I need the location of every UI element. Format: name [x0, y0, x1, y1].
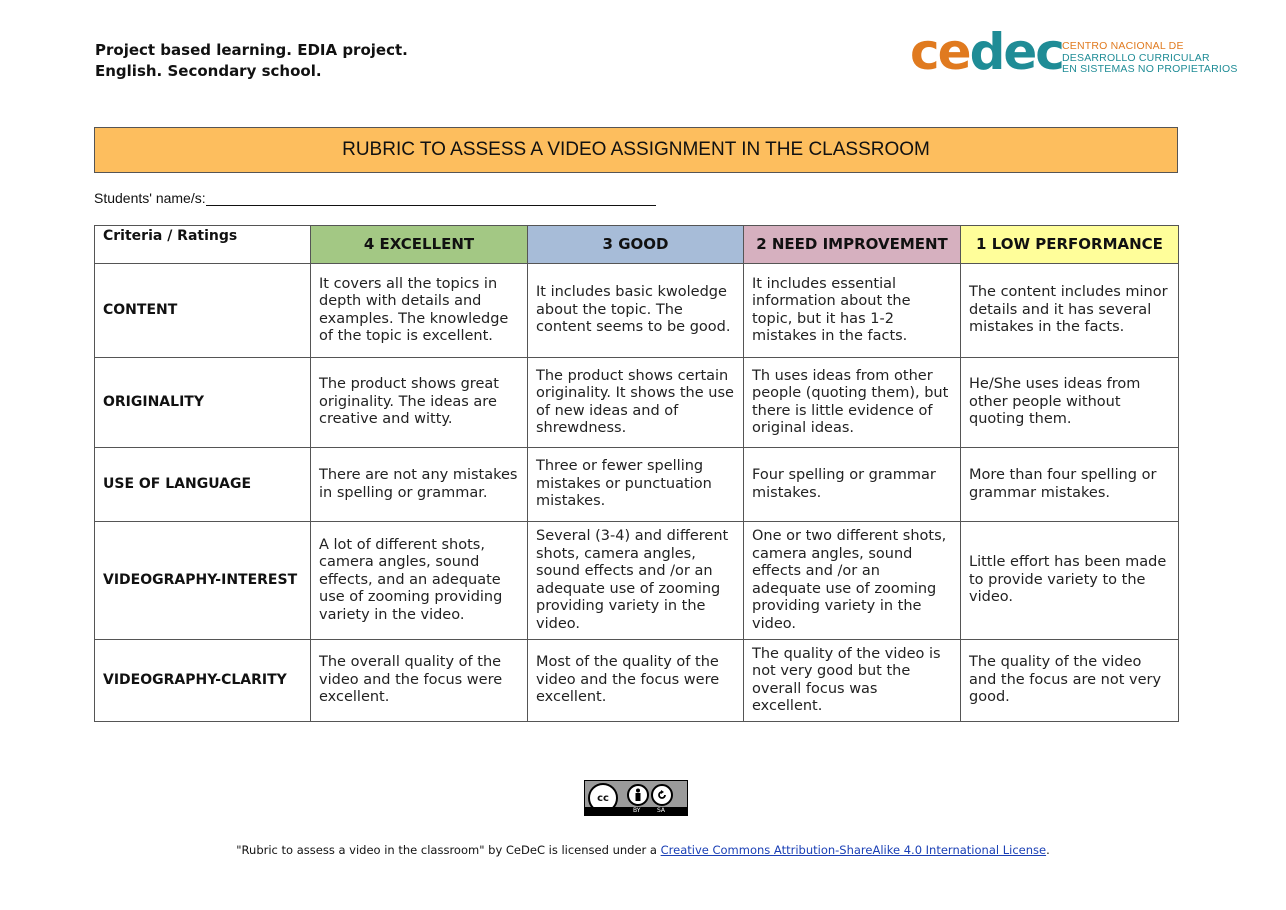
table-cell: Most of the quality of the video and the focus were excellent. [528, 640, 744, 722]
document-header [95, 40, 408, 82]
cc-icon: cc [588, 783, 618, 813]
criteria-ratings-header: Criteria / Ratings [95, 226, 311, 264]
rubric-table [94, 225, 1179, 722]
person-icon [632, 788, 644, 802]
table-cell: More than four spelling or grammar mistakes. [961, 448, 1179, 522]
criterion-use-of-language: USE OF LANGUAGE [95, 448, 311, 522]
students-name-line [206, 190, 656, 206]
table-row [95, 264, 1179, 358]
students-label: Students' name/s: [94, 190, 206, 206]
table-row [95, 522, 1179, 640]
header-line-2: English. Secondary school. [95, 62, 322, 80]
table-cell: The product shows certain originality. It shows the use of new ideas and of shrewdness. [528, 358, 744, 448]
license-footer [0, 843, 1286, 857]
rating-header-good: 3 GOOD [528, 226, 744, 264]
share-alike-icon [651, 784, 673, 806]
table-cell: The overall quality of the video and the focus were excellent. [311, 640, 528, 722]
table-cell: The quality of the video is not very good but the overall focus was excellent. [744, 640, 961, 722]
table-cell: The quality of the video and the focus are not very good. [961, 640, 1179, 722]
rubric-header-row [95, 226, 1179, 264]
table-row [95, 358, 1179, 448]
table-cell: It covers all the topics in depth with details and examples. The knowledge of the topic is excellent. [311, 264, 528, 358]
rating-header-low-performance: 1 LOW PERFORMANCE [961, 226, 1179, 264]
rating-header-need-improvement: 2 NEED IMPROVEMENT [744, 226, 961, 264]
badge-sa-label: SA [657, 807, 666, 814]
table-cell: The product shows great originality. The ideas are creative and witty. [311, 358, 528, 448]
cc-by-sa-badge[interactable] [584, 780, 688, 816]
table-cell: The content includes minor details and it has several mistakes in the facts. [961, 264, 1179, 358]
table-cell: Three or fewer spelling mistakes or punctuation mistakes. [528, 448, 744, 522]
students-name-field [94, 190, 656, 206]
logo-subtitle: CENTRO NACIONAL DE DESARROLLO CURRICULAR EN SISTEMAS NO PROPIETARIOS [1062, 40, 1238, 75]
rubric-title: RUBRIC TO ASSESS A VIDEO ASSIGNMENT IN THE CLASSROOM [94, 127, 1178, 173]
criterion-content: CONTENT [95, 264, 311, 358]
header-line-1: Project based learning. EDIA project. [95, 41, 408, 59]
table-cell: There are not any mistakes in spelling or grammar. [311, 448, 528, 522]
attribution-icon [627, 784, 649, 806]
table-cell: Several (3-4) and different shots, camera angles, sound effects and /or an adequate use of zooming providing variety in the video. [528, 522, 744, 640]
table-cell: He/She uses ideas from other people without quoting them. [961, 358, 1179, 448]
table-cell: It includes essential information about the topic, but it has 1-2 mistakes in the facts. [744, 264, 961, 358]
table-cell: A lot of different shots, camera angles, sound effects, and an adequate use of zooming providing variety in the video. [311, 522, 528, 640]
footer-prefix: "Rubric to assess a video in the classroom" by CeDeC is licensed under a [236, 843, 661, 857]
criterion-videography-interest: VIDEOGRAPHY-INTEREST [95, 522, 311, 640]
table-row [95, 448, 1179, 522]
table-row [95, 640, 1179, 722]
footer-suffix: . [1046, 843, 1050, 857]
license-link[interactable]: Creative Commons Attribution-ShareAlike 4.0 International License [660, 843, 1047, 857]
criterion-originality: ORIGINALITY [95, 358, 311, 448]
share-alike-arrow-icon [656, 789, 668, 801]
table-cell: One or two different shots, camera angles, sound effects and /or an adequate use of zooming providing variety in the video. [744, 522, 961, 640]
badge-by-label: BY [633, 807, 641, 814]
logo-wordmark: cedec [910, 23, 1063, 81]
table-cell: Th uses ideas from other people (quoting them), but there is little evidence of original ideas. [744, 358, 961, 448]
table-cell: Four spelling or grammar mistakes. [744, 448, 961, 522]
table-cell: It includes basic kwoledge about the topic. The content seems to be good. [528, 264, 744, 358]
rating-header-excellent: 4 EXCELLENT [311, 226, 528, 264]
table-cell: Little effort has been made to provide variety to the video. [961, 522, 1179, 640]
cedec-logo [910, 23, 1240, 82]
criterion-videography-clarity: VIDEOGRAPHY-CLARITY [95, 640, 311, 722]
